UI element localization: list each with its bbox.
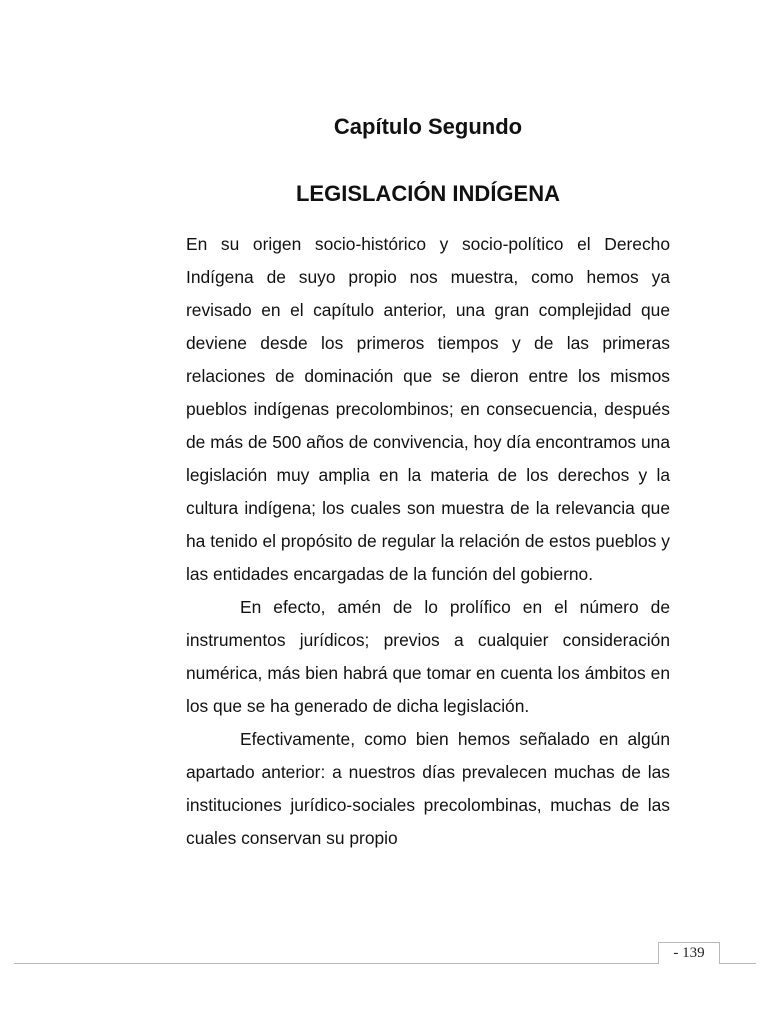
paragraph: Efectivamente, como bien hemos señalado en algún apartado anterior: a nuestros días prevalecen muchas de las instituciones jurídico-sociales precolombinas, muchas de las cuales conservan su propio (186, 729, 670, 848)
body-text (186, 228, 670, 855)
page-number: - 139 (658, 942, 720, 964)
paragraph: En su origen socio-histórico y socio-político el Derecho Indígena de suyo propio nos muestra, como hemos ya revisado en el capítulo anterior, una gran complejidad que deviene desde los primeros tiempos y de las primeras relaciones de dominación que se dieron entre los mismos pueblos indígenas precolombinos; en consecuencia, después de más de 500 años de convivencia, hoy día encontramos una legislación muy amplia en la materia de los derechos y la cultura indígena; los cuales son muestra de la relevancia que ha tenido el propósito de regular la relación de estos pueblos y las entidades encargadas de la función del gobierno. (186, 234, 670, 584)
section-title: LEGISLACIÓN INDÍGENA (295, 181, 560, 206)
paragraph: En efecto, amén de lo prolífico en el número de instrumentos jurídicos; previos a cualquier consideración numérica, más bien habrá que tomar en cuenta los ámbitos en los que se ha generado de dicha legislación. (186, 597, 670, 716)
footer-divider (14, 963, 756, 964)
chapter-title: Capítulo Segundo (333, 114, 523, 139)
